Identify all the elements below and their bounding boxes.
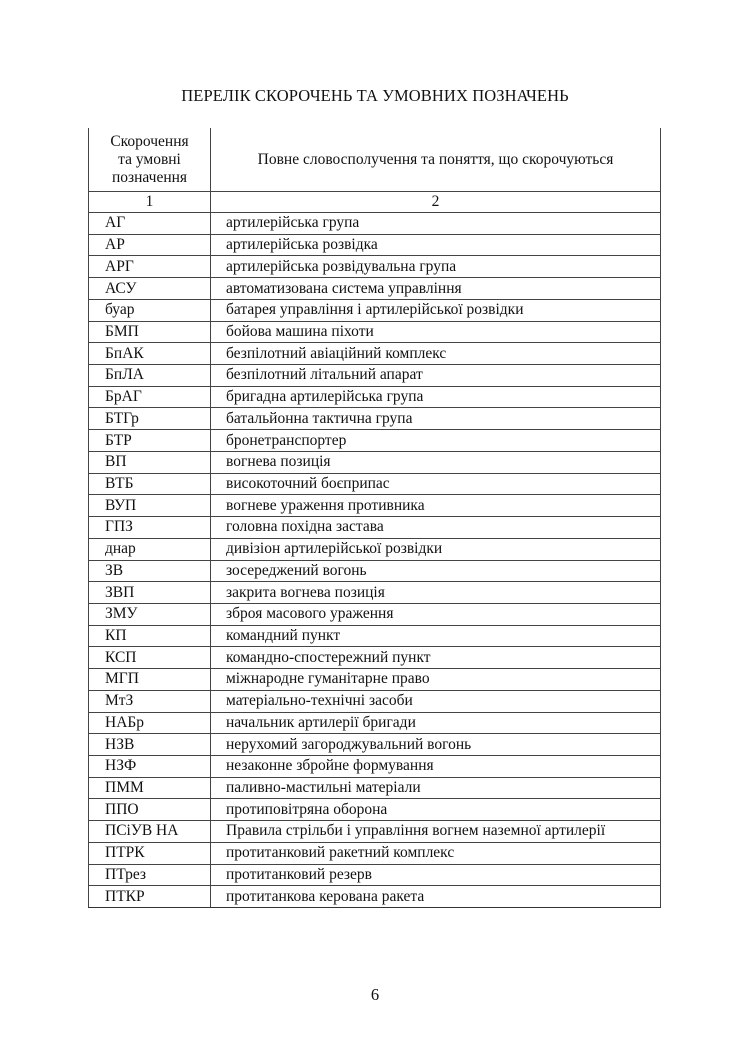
full-term-cell: високоточний боєприпас <box>211 473 661 495</box>
column-number: 2 <box>211 192 661 213</box>
full-term-cell: бойова машина піхоти <box>211 321 661 343</box>
table-row <box>89 647 661 669</box>
table-row <box>89 625 661 647</box>
abbreviation-cell: ГПЗ <box>89 517 211 539</box>
abbreviation-cell: АСУ <box>89 278 211 300</box>
full-term-cell: протиповітряна оборона <box>211 799 661 821</box>
full-term-cell: автоматизована система управління <box>211 278 661 300</box>
table-row <box>89 517 661 539</box>
abbreviation-cell: НАБр <box>89 712 211 734</box>
table-row <box>89 712 661 734</box>
table-row <box>89 213 661 235</box>
table-row <box>89 365 661 387</box>
table-row <box>89 408 661 430</box>
abbreviation-cell: ПММ <box>89 777 211 799</box>
table-row <box>89 299 661 321</box>
abbreviation-cell: буар <box>89 299 211 321</box>
table-row <box>89 495 661 517</box>
full-term-cell: артилерійська розвідка <box>211 234 661 256</box>
full-term-cell: вогневе ураження противника <box>211 495 661 517</box>
table-row <box>89 343 661 365</box>
abbreviation-cell: АР <box>89 234 211 256</box>
header-abbreviations-line: позначення <box>111 168 188 186</box>
full-term-cell: головна похідна застава <box>211 517 661 539</box>
header-full-terms: Повне словосполучення та поняття, що скорочуються <box>211 128 661 192</box>
abbreviation-cell: ПТрез <box>89 864 211 886</box>
table-header-row <box>89 128 661 192</box>
full-term-cell: бронетранспортер <box>211 430 661 452</box>
header-abbreviations <box>89 128 211 192</box>
full-term-cell: незаконне збройне формування <box>211 755 661 777</box>
abbreviation-cell: АГ <box>89 213 211 235</box>
table-row <box>89 256 661 278</box>
abbreviation-cell: КСП <box>89 647 211 669</box>
abbreviation-cell: НЗВ <box>89 734 211 756</box>
table-row <box>89 538 661 560</box>
table-row <box>89 734 661 756</box>
abbreviation-cell: НЗФ <box>89 755 211 777</box>
full-term-cell: бригадна артилерійська група <box>211 386 661 408</box>
full-term-cell: зосереджений вогонь <box>211 560 661 582</box>
table-row <box>89 430 661 452</box>
abbreviation-cell: БТГр <box>89 408 211 430</box>
table-row <box>89 864 661 886</box>
table-row <box>89 799 661 821</box>
full-term-cell: батальйонна тактична група <box>211 408 661 430</box>
table-row <box>89 821 661 843</box>
full-term-cell: протитанковий резерв <box>211 864 661 886</box>
full-term-cell: безпілотний літальний апарат <box>211 365 661 387</box>
full-term-cell: начальник артилерії бригади <box>211 712 661 734</box>
full-term-cell: паливно-мастильні матеріали <box>211 777 661 799</box>
table-row <box>89 886 661 908</box>
table-row <box>89 560 661 582</box>
full-term-cell: нерухомий загороджувальний вогонь <box>211 734 661 756</box>
table-row <box>89 755 661 777</box>
header-abbreviations-line: Скорочення <box>110 132 189 150</box>
abbreviation-cell: МГП <box>89 669 211 691</box>
table-row <box>89 278 661 300</box>
abbreviation-cell: БпАК <box>89 343 211 365</box>
abbreviation-cell: ПТКР <box>89 886 211 908</box>
table-row <box>89 451 661 473</box>
full-term-cell: протитанковий ракетний комплекс <box>211 842 661 864</box>
full-term-cell: артилерійська розвідувальна група <box>211 256 661 278</box>
table-row <box>89 690 661 712</box>
abbreviation-cell: ВП <box>89 451 211 473</box>
abbreviation-cell: ПТРК <box>89 842 211 864</box>
full-term-cell: міжнародне гуманітарне право <box>211 669 661 691</box>
table-row <box>89 669 661 691</box>
table-row <box>89 842 661 864</box>
table-row <box>89 321 661 343</box>
abbreviation-cell: ВУП <box>89 495 211 517</box>
full-term-cell: зброя масового ураження <box>211 603 661 625</box>
table-row <box>89 777 661 799</box>
abbreviations-table <box>88 128 661 908</box>
abbreviation-cell: ВТБ <box>89 473 211 495</box>
abbreviation-cell: ПСіУВ НА <box>89 821 211 843</box>
column-number-row <box>89 192 661 213</box>
table-row <box>89 603 661 625</box>
abbreviation-cell: БрАГ <box>89 386 211 408</box>
full-term-cell: вогнева позиція <box>211 451 661 473</box>
table-row <box>89 234 661 256</box>
abbreviation-cell: АРГ <box>89 256 211 278</box>
abbreviation-cell: МтЗ <box>89 690 211 712</box>
full-term-cell: закрита вогнева позиція <box>211 582 661 604</box>
column-number: 1 <box>89 192 211 213</box>
full-term-cell: командний пункт <box>211 625 661 647</box>
full-term-cell: батарея управління і артилерійської розвідки <box>211 299 661 321</box>
full-term-cell: протитанкова керована ракета <box>211 886 661 908</box>
abbreviation-cell: БпЛА <box>89 365 211 387</box>
abbreviation-cell: ЗВ <box>89 560 211 582</box>
abbreviation-cell: БМП <box>89 321 211 343</box>
full-term-cell: дивізіон артилерійської розвідки <box>211 538 661 560</box>
abbreviation-cell: БТР <box>89 430 211 452</box>
full-term-cell: артилерійська група <box>211 213 661 235</box>
abbreviation-cell: ЗВП <box>89 582 211 604</box>
full-term-cell: безпілотний авіаційний комплекс <box>211 343 661 365</box>
full-term-cell: матеріально-технічні засоби <box>211 690 661 712</box>
abbreviation-cell: ППО <box>89 799 211 821</box>
abbreviation-cell: ЗМУ <box>89 603 211 625</box>
header-abbreviations-line: та умовні <box>118 150 181 168</box>
full-term-cell: командно-спостережний пункт <box>211 647 661 669</box>
table-row <box>89 473 661 495</box>
abbreviation-cell: днар <box>89 538 211 560</box>
page-number: 6 <box>370 985 380 1004</box>
table-row <box>89 582 661 604</box>
page-title: ПЕРЕЛІК СКОРОЧЕНЬ ТА УМОВНИХ ПОЗНАЧЕНЬ <box>181 86 569 105</box>
abbreviation-cell: КП <box>89 625 211 647</box>
table-row <box>89 386 661 408</box>
full-term-cell: Правила стрільби і управління вогнем наземної артилерії <box>211 821 661 843</box>
